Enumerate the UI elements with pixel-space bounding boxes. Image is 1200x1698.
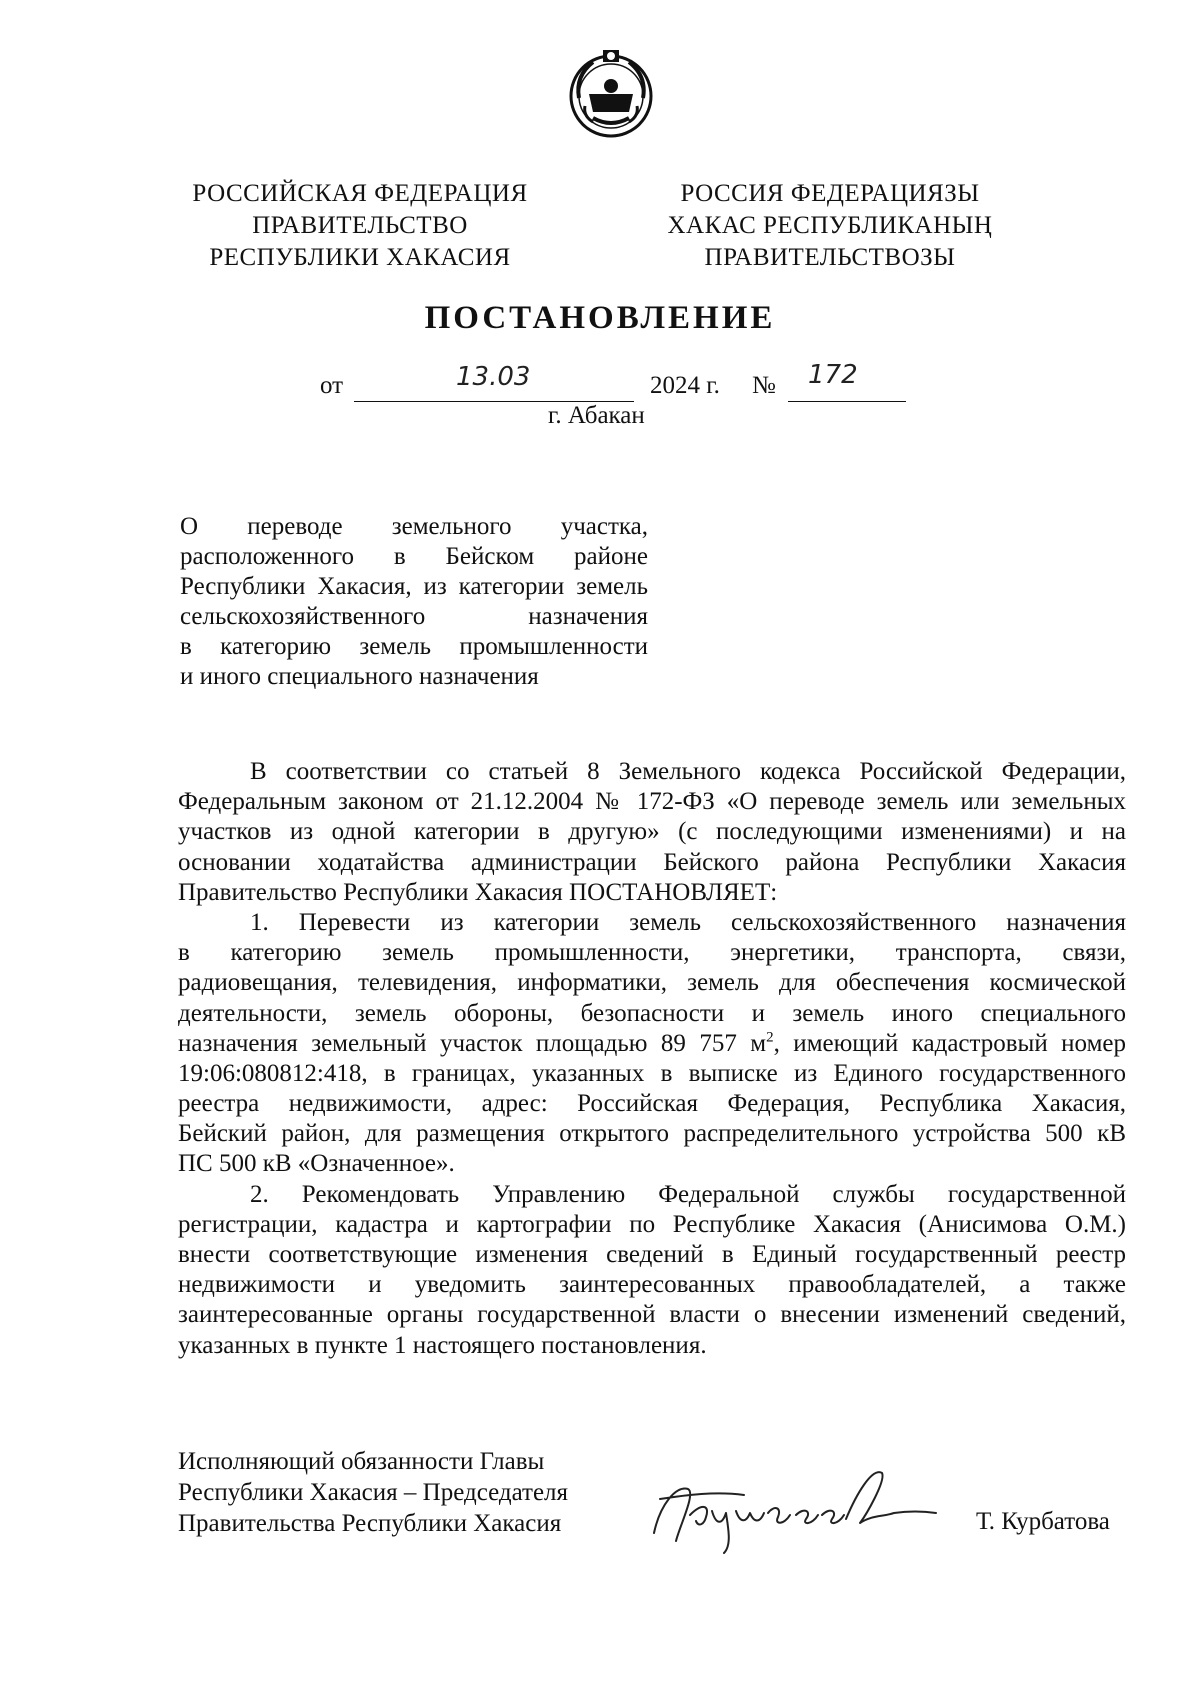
subject-line: в категорию земель промышленности <box>180 633 648 660</box>
header-left-line: РОССИЙСКАЯ ФЕДЕРАЦИЯ <box>192 180 528 207</box>
subject-block <box>180 512 648 692</box>
handwritten-number: 172 <box>808 360 858 390</box>
body-line: регистрации, кадастра и картографии по Республике Хакасия (Анисимова О.М.) <box>178 1210 1126 1238</box>
header-left-line: ПРАВИТЕЛЬСТВО <box>252 212 468 239</box>
body-line: заинтересованные органы государственной власти о внесении изменений сведений, <box>178 1301 1126 1329</box>
area-text: назначения земельный участок площадью 89 757 м <box>178 1029 767 1057</box>
body-line: радиовещания, телевидения, информатики, земель для обеспечения космической <box>178 969 1126 997</box>
body-text <box>178 757 1126 1361</box>
body-line: В соответствии со статьей 8 Земельного кодекса Российской Федерации, <box>250 758 1126 785</box>
header-right <box>620 178 1040 274</box>
header-right-line: ХАКАС РЕСПУБЛИКАНЫҢ <box>667 212 993 239</box>
body-line: в категорию земель промышленности, энергетики, транспорта, связи, <box>178 939 1126 967</box>
coat-of-arms-emblem <box>563 46 659 142</box>
subject-line: Республики Хакасия, из категории земель <box>180 573 648 600</box>
number-underline <box>788 401 906 402</box>
area-superscript: 2 <box>766 1029 774 1046</box>
body-line: 2. Рекомендовать Управлению Федеральной службы государственной <box>250 1180 1126 1208</box>
body-line: 19:06:080812:418, в границах, указанных в выписке из Единого государственного <box>178 1059 1126 1087</box>
subject-line: О переводе земельного участка, <box>180 513 648 540</box>
body-line: 1. Перевести из категории земель сельскохозяйственного назначения <box>250 908 1126 936</box>
body-line: Бейский район, для размещения открытого распределительного устройства 500 кВ <box>178 1120 1126 1148</box>
handwritten-date: 13.03 <box>456 362 531 392</box>
body-line: реестра недвижимости, адрес: Российская Федерация, Республика Хакасия, <box>178 1090 1126 1118</box>
signatory-name: Т. Курбатова <box>976 1508 1110 1535</box>
handwritten-signature <box>646 1455 946 1555</box>
signatory-title-line: Правительства Республики Хакасия <box>178 1510 562 1537</box>
subject-line: и иного специального назначения <box>180 663 539 690</box>
body-line: основании ходатайства администрации Бейского района Республики Хакасия <box>178 848 1126 876</box>
body-line-area <box>178 1029 1126 1059</box>
header-right-line: РОССИЯ ФЕДЕРАЦИЯЗЫ <box>680 180 980 207</box>
number-sign: № <box>752 372 776 399</box>
subject-line: расположенного в Бейском районе <box>180 543 648 570</box>
signatory-title <box>178 1446 568 1539</box>
document-title: ПОСТАНОВЛЕНИЕ <box>424 300 776 336</box>
city: г. Абакан <box>548 402 645 429</box>
body-line: Федеральным законом от 21.12.2004 № 172-ФЗ «О переводе земель или земельных <box>178 788 1126 816</box>
header-left-line: РЕСПУБЛИКИ ХАКАСИЯ <box>209 244 511 271</box>
signatory-title-line: Республики Хакасия – Председателя <box>178 1479 569 1506</box>
area-text-tail: , имеющий кадастровый номер <box>773 1029 1126 1057</box>
body-line: внести соответствующие изменения сведений в Единый государственный реестр <box>178 1241 1126 1268</box>
date-prefix: от <box>320 372 344 399</box>
header-right-line: ПРАВИТЕЛЬСТВОЗЫ <box>704 244 956 271</box>
body-line: деятельности, земель обороны, безопасности и земель иного специального <box>178 999 1126 1027</box>
body-line: недвижимости и уведомить заинтересованных правообладателей, а также <box>178 1271 1126 1299</box>
body-line: указанных в пункте 1 настоящего постановления. <box>178 1331 707 1359</box>
subject-line: сельскохозяйственного назначения <box>180 603 648 630</box>
signatory-title-line: Исполняющий обязанности Главы <box>178 1448 545 1475</box>
body-line: ПС 500 кВ «Означенное». <box>178 1150 455 1178</box>
body-line: Правительство Республики Хакасия ПОСТАНОВЛЯЕТ: <box>178 878 778 906</box>
header-left <box>150 178 570 274</box>
year-label: 2024 г. <box>650 372 720 399</box>
body-line: участков из одной категории в другую» (с последующими изменениями) и на <box>178 818 1126 846</box>
